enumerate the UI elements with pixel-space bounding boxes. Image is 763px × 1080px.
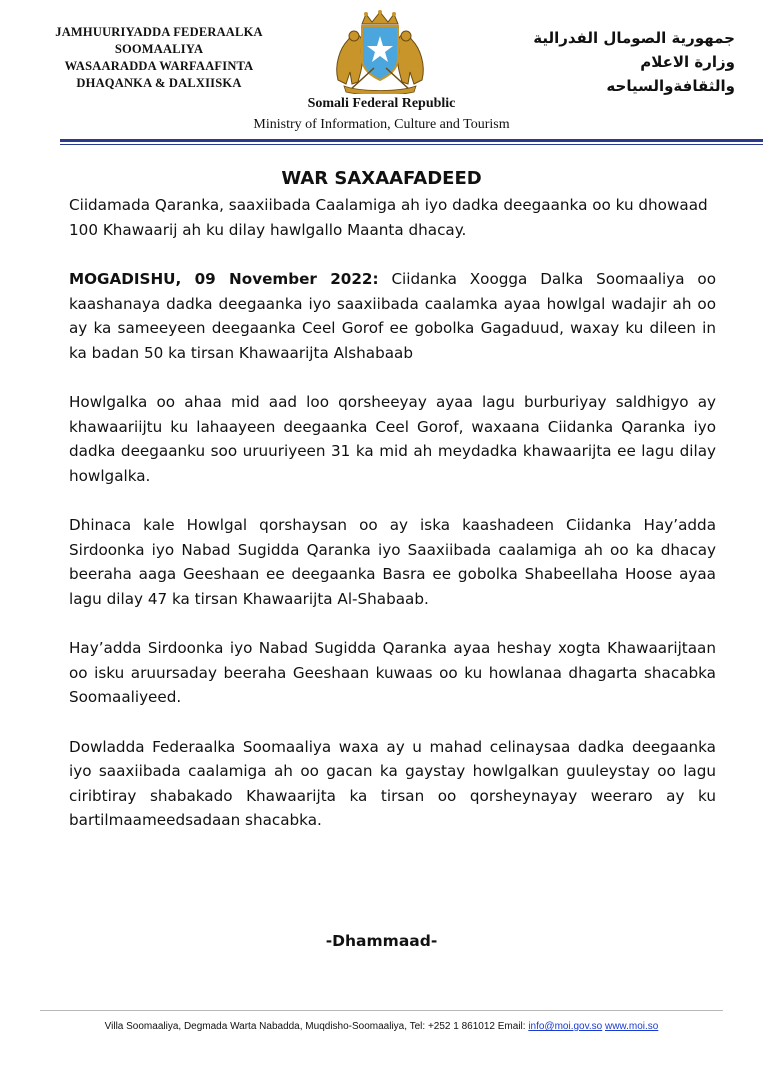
paragraph-2: Howlgalka oo ahaa mid aad loo qorsheeyay ayaa lagu burburiyay saldhigyo ay khawaariijtu ku lahaayeen deegaanka Ceel Gorof, waxaana Ciidanka Qaranka iyo dadka deegaanku soo uruuriyeen 31 ka mid ah meydadka khawaarijta ee lagu dilay howlgalka. — [69, 393, 716, 485]
coat-of-arms-emblem — [330, 10, 430, 94]
email-link[interactable]: info@moi.gov.so — [528, 1021, 603, 1032]
paragraph-1-text: Ciidanka Xoogga Dalka Soomaaliya oo kaashanaya dadka deegaanka iyo saaxiibada caalamka ayaa howlgal wadajir ah oo ay ka sameeyeen deegaanka Ceel Gorof ee gobolka Gagaduud, waxay ku dileen in ka badan 50 ka tirsan Khawaarijta Alshabaab — [69, 270, 716, 362]
paragraph-1 — [69, 267, 716, 365]
paragraph-4: Hay’adda Sirdoonka iyo Nabad Sugidda Qaranka ayaa heshay xogta Khawaarijtaan oo isku aruursaday beeraha Geeshaan kuwaas oo ku howlanaa dhagarta shacabka Soomaaliyeed. — [69, 639, 716, 706]
header-right-line: جمهورية الصومال الفدرالية — [533, 29, 735, 47]
header-right-line: والثقافةوالسياحه — [606, 77, 735, 95]
website-link[interactable]: www.moi.so — [604, 1021, 659, 1032]
dateline: MOGADISHU, 09 November 2022: — [69, 270, 379, 288]
paragraph-3: Dhinaca kale Howlgal qorshaysan oo ay iska kaashadeen Ciidanka Hay’adda Sirdoonka iyo Nabad Sugidda Qaranka iyo Saaxiibada caalamiga ah oo ka dhacay beeraha aaga Geeshaan ee deegaanka Basra ee gobolka Shabeellaha Hoose ayaa lagu dilay 47 ka tirsan Khawaarijta Al-Shabaab. — [69, 516, 716, 608]
footer — [0, 1021, 763, 1032]
end-marker: -Dhammaad- — [325, 932, 438, 950]
ministry-name: Ministry of Information, Culture and Tourism — [253, 117, 510, 132]
header-left-line: WASAARADDA WARFAAFINTA — [64, 59, 254, 73]
document-body — [69, 193, 716, 858]
header-right-line: وزارة الاعلام — [640, 53, 735, 71]
header-left-line: JAMHUURIYADDA FEDERAALKA — [55, 25, 263, 39]
header-right-arabic — [495, 26, 735, 98]
lead-paragraph: Ciidamada Qaranka, saaxiibada Caalamiga ah iyo dadka deegaanka oo ku dhowaad 100 Khawaarij ah ku dilay hawlgallo Maanta dhacay. — [69, 196, 708, 239]
footer-address: Villa Soomaaliya, Degmada Warta Nabadda, Muqdisho-Soomaaliya, Tel: +252 1 861012 Email: — [104, 1021, 529, 1032]
paragraph-5: Dowladda Federaalka Soomaaliya waxa ay u mahad celinaysaa dadka deegaanka iyo saaxiibada caalamiga ah oo gacan ka gaystay howlgalkan guuleystay oo lagu ciribtiray shabakado Khawaarijta ka tirsan oo qorsheynayay weeraro ay ku bartilmaameedsadaan shacabka. — [69, 737, 716, 829]
header-left-line: DHAQANKA & DALXIISKA — [76, 76, 242, 90]
header-left-somali — [30, 24, 288, 92]
document-title: WAR SAXAAFADEED — [281, 168, 482, 189]
header-left-line: SOOMAALIYA — [114, 42, 204, 56]
header-rule-thick — [60, 139, 763, 142]
footer-rule — [40, 1010, 723, 1011]
republic-name: Somali Federal Republic — [307, 96, 456, 111]
header-rule-thin — [60, 144, 763, 145]
